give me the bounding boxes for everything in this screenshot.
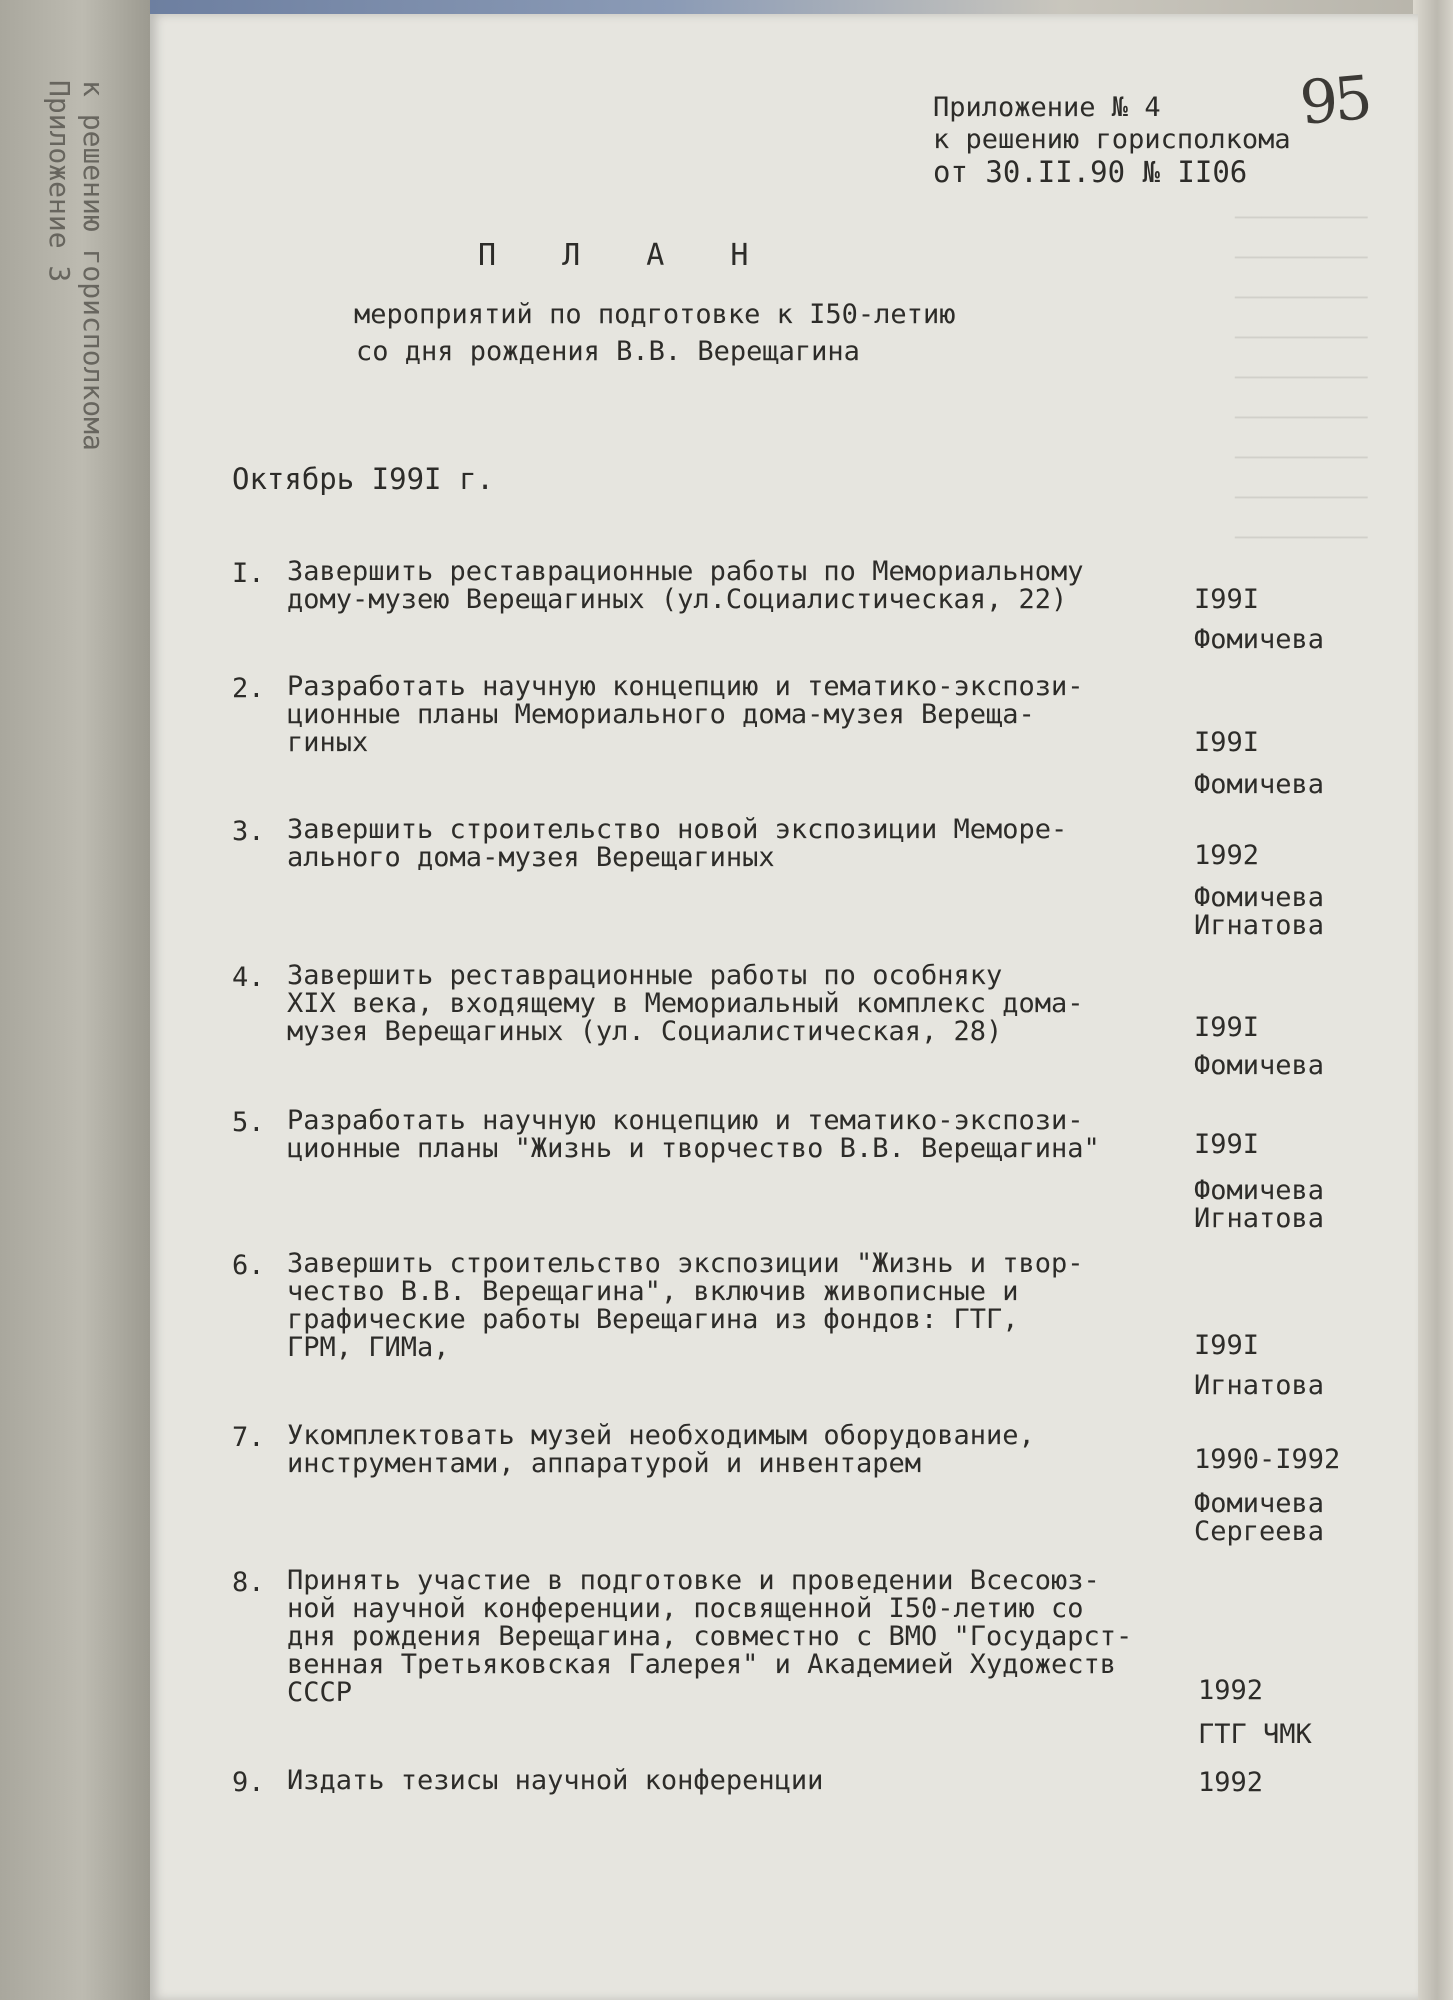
appendix-decision-number: от 30.II.90 № II06 bbox=[933, 155, 1248, 189]
item-number: 6. bbox=[232, 1250, 265, 1281]
item-year: I99I bbox=[1194, 1012, 1260, 1043]
reverse-side-bleed: ────────── ────────── ────────── ────────── ────────── ────────── ────────── ────────── ────────── bbox=[1235, 206, 1368, 551]
appendix-reference bbox=[933, 92, 1291, 188]
item-year: I99I bbox=[1194, 584, 1260, 615]
item-responsible: Фомичева bbox=[1194, 1050, 1325, 1081]
item-year: I99I bbox=[1194, 1330, 1260, 1361]
item-text: Завершить реставрационные работы по Мемориальному дому-музею Верещагиных (ул.Социалистическая, 22) bbox=[287, 556, 1084, 615]
item-number: 5. bbox=[232, 1107, 265, 1138]
document-subtitle bbox=[354, 296, 955, 370]
item-number: 3. bbox=[232, 816, 265, 847]
adjacent-left-page bbox=[0, 0, 150, 2000]
item-year: 1992 bbox=[1198, 1767, 1264, 1798]
document-title: П Л А Н bbox=[478, 238, 773, 273]
item-number: 8. bbox=[232, 1567, 265, 1598]
handwritten-page-number: 95 bbox=[1297, 63, 1372, 139]
item-year: I99I bbox=[1194, 727, 1260, 758]
item-text: Разработать научную концепцию и тематико-экспози- ционные планы Мемориального дома-музея Вереща- гиных bbox=[287, 671, 1084, 758]
item-year: I99I bbox=[1194, 1129, 1260, 1160]
item-text: Завершить реставрационные работы по особняку XIX века, входящему в Мемориальный комплекс дома- музея Верещагиных (ул. Социалистическая, 28) bbox=[287, 960, 1084, 1047]
appendix-line-1: Приложение № 4 bbox=[933, 92, 1161, 123]
item-responsible: ГТГ ЧМК bbox=[1198, 1719, 1312, 1750]
subtitle-line-1: мероприятий по подготовке к I50-летию bbox=[354, 299, 956, 330]
item-year: 1992 bbox=[1194, 840, 1260, 871]
item-responsible: Фомичева bbox=[1194, 624, 1325, 655]
item-responsible: Фомичева Игнатова bbox=[1194, 1175, 1325, 1234]
period-heading: Октябрь I99I г. bbox=[232, 462, 494, 496]
item-text: Принять участие в подготовке и проведении Всесоюз- ной научной конференции, посвященной I50-летию со дня рождения Верещагина, совместно с ВМО "Государст- венная Третьяковская Галерея" и Академией Художеств СССР bbox=[287, 1565, 1133, 1708]
item-responsible: Фомичева bbox=[1194, 769, 1325, 800]
item-text: Завершить строительство экспозиции "Жизнь и твор- чество В.В. Верещагина", включив живописные и графические работы Верещагина из фондов: ГТГ, ГРМ, ГИМа, bbox=[287, 1248, 1084, 1363]
item-responsible: Игнатова bbox=[1194, 1370, 1325, 1401]
item-number: 9. bbox=[232, 1767, 265, 1798]
left-page-bleed-text: к решению горисполкома Приложение 3 bbox=[43, 80, 110, 451]
item-text: Издать тезисы научной конференции bbox=[287, 1765, 824, 1796]
item-responsible: Фомичева Игнатова bbox=[1194, 882, 1325, 941]
subtitle-line-2: со дня рождения В.В. Верещагина bbox=[356, 336, 860, 367]
item-responsible: Фомичева Сергеева bbox=[1194, 1488, 1325, 1547]
item-text: Разработать научную концепцию и тематико-экспози- ционные планы "Жизнь и творчество В.В. Верещагина" bbox=[287, 1105, 1100, 1164]
item-year: 1992 bbox=[1198, 1675, 1264, 1706]
item-number: I. bbox=[232, 558, 265, 589]
item-text: Укомплектовать музей необходимым оборудование, инструментами, аппаратурой и инвентарем bbox=[287, 1420, 1035, 1479]
item-year: 1990-I992 bbox=[1194, 1444, 1341, 1475]
item-number: 4. bbox=[232, 962, 265, 993]
item-number: 2. bbox=[232, 673, 265, 704]
item-number: 7. bbox=[232, 1422, 265, 1453]
item-text: Завершить строительство новой экспозиции Меморе- ального дома-музея Верещагиных bbox=[287, 814, 1068, 873]
appendix-line-2: к решению горисполкома bbox=[933, 124, 1291, 155]
